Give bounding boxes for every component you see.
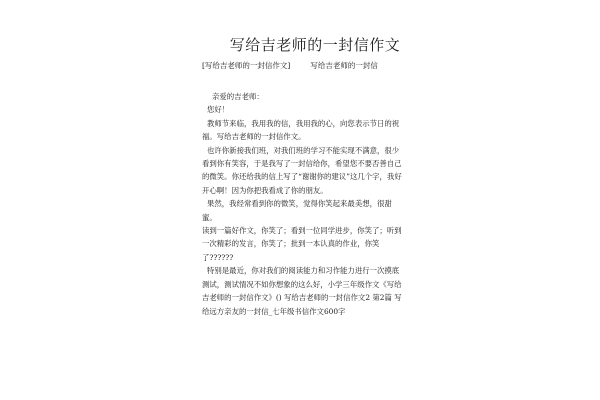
paragraph-3: 果然，我经常看到你的微笑，觉得你笑起来最美想，很甜蜜。 [202, 199, 392, 222]
subtitle-plain-title: 写给吉老师的一封信 [310, 61, 378, 70]
paragraph-2: 也许你新接我们班，对我们班的学习不能实现不满意，很少看到你有笑容，于是我写了一封信给你，希望您不要否善自己的微笑。你还给我的信上写了“谢谢你的建议”这几个字，我好开心啊！因为你把我看成了你的朋友。 [202, 145, 402, 195]
paragraph-4: 读到一篇好作文，你笑了；看到一位同学进步，你笑了；听到一次精彩的发言，你笑了；批到一本认真的作业，你笑了?????? [202, 226, 402, 262]
letter-body [202, 90, 402, 318]
paragraph-5: 特别是最近，你对我们的阅读能力和习作能力进行一次摸底测试，测试情况不如你想象的这么好，小学三年级作文《写给吉老师的一封信作文》() 写给吉老师的一封信作文2 第2篇 写给远方亲友的一封信_七年级书信作文600字 [202, 266, 402, 316]
paragraph-1: 教师节来临，我用我的信，我用我的心，向您表示节日的祝福。写给吉老师的一封信作文。 [202, 118, 400, 142]
letter-greeting: 您好！ [207, 105, 230, 115]
document-title: 写给吉老师的一封信作文 [229, 36, 401, 54]
letter-salutation: 亲爱的吉老师： [212, 92, 264, 101]
subtitle-bracketed-title: [写给吉老师的一封信作文] [202, 61, 291, 70]
subtitle-row [202, 60, 378, 71]
